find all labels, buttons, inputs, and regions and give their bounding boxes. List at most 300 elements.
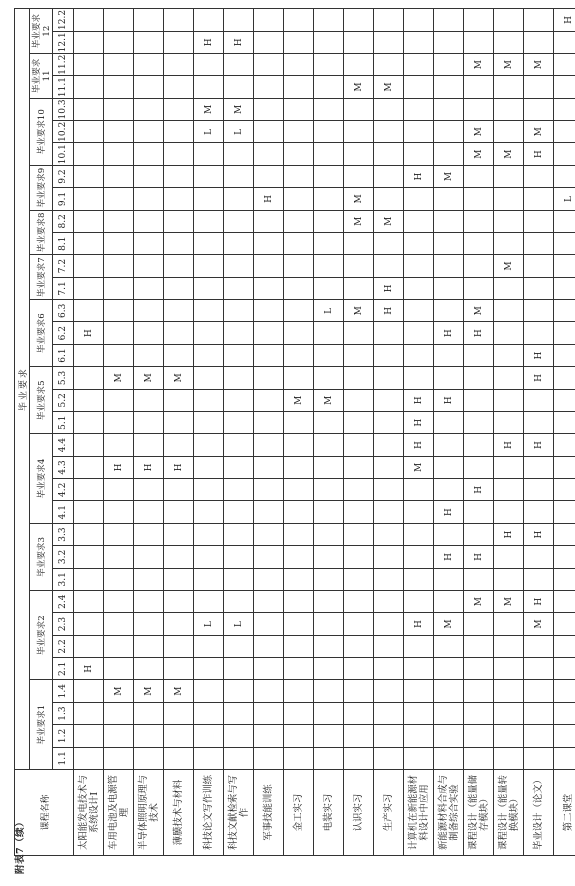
mark-cell <box>554 54 575 76</box>
mark-cell: M <box>464 591 494 613</box>
mark-cell <box>224 591 254 613</box>
requirement-subitem-header: 8.2 <box>53 210 74 232</box>
mark-cell <box>524 210 554 232</box>
mark-cell <box>74 9 104 31</box>
requirement-subitem-header: 4.4 <box>53 434 74 456</box>
mark-cell <box>374 725 404 747</box>
mark-cell: M <box>164 680 194 702</box>
mark-cell <box>254 165 284 187</box>
mark-cell <box>104 344 134 366</box>
table-row <box>404 9 434 856</box>
mark-cell <box>74 143 104 165</box>
mark-cell <box>524 658 554 680</box>
mark-cell <box>464 613 494 635</box>
mark-cell <box>164 277 194 299</box>
mark-cell <box>404 9 434 31</box>
mark-cell <box>524 479 554 501</box>
mark-cell <box>104 210 134 232</box>
mark-cell <box>224 702 254 724</box>
mark-cell <box>464 9 494 31</box>
mark-cell <box>404 344 434 366</box>
mark-cell <box>404 501 434 523</box>
course-name-cell: 课程设计（能量转换模块） <box>494 770 524 856</box>
mark-cell <box>374 344 404 366</box>
mark-cell <box>74 434 104 456</box>
mark-cell <box>524 255 554 277</box>
mark-cell <box>344 568 374 590</box>
mark-cell <box>254 568 284 590</box>
mark-cell <box>194 658 224 680</box>
mark-cell <box>464 501 494 523</box>
mark-cell: M <box>524 121 554 143</box>
mark-cell <box>554 210 575 232</box>
table-row <box>374 9 404 856</box>
mark-cell <box>284 702 314 724</box>
mark-cell <box>134 501 164 523</box>
mark-cell <box>164 98 194 120</box>
mark-cell <box>224 54 254 76</box>
mark-cell <box>284 613 314 635</box>
mark-cell <box>224 76 254 98</box>
mark-cell <box>344 54 374 76</box>
requirement-group-header: 毕业要求11 <box>30 54 53 99</box>
mark-cell: H <box>524 344 554 366</box>
requirement-subitem-header: 1.2 <box>53 725 74 747</box>
mark-cell: H <box>224 31 254 53</box>
mark-cell <box>374 233 404 255</box>
course-name-cell: 计算机在新能源材料设计中应用 <box>404 770 434 856</box>
mark-cell <box>404 31 434 53</box>
mark-cell <box>224 412 254 434</box>
mark-cell <box>224 210 254 232</box>
mark-cell <box>554 300 575 322</box>
mark-cell <box>164 725 194 747</box>
table-caption: 附表7（续） <box>15 816 26 874</box>
mark-cell <box>254 233 284 255</box>
mark-cell <box>104 434 134 456</box>
mark-cell <box>374 143 404 165</box>
mark-cell <box>74 233 104 255</box>
mark-cell <box>314 277 344 299</box>
requirements-title: 毕业要求 <box>15 9 30 770</box>
mark-cell <box>224 434 254 456</box>
mark-cell <box>344 747 374 769</box>
mark-cell <box>314 165 344 187</box>
mark-cell <box>284 31 314 53</box>
requirement-subitem-header: 10.1 <box>53 143 74 165</box>
mark-cell <box>254 31 284 53</box>
mark-cell <box>464 210 494 232</box>
mark-cell <box>494 747 524 769</box>
mark-cell <box>314 591 344 613</box>
course-name-cell: 课程设计（能量储存模块） <box>464 770 494 856</box>
mark-cell <box>344 255 374 277</box>
mark-cell <box>194 412 224 434</box>
mark-cell <box>74 367 104 389</box>
mark-cell <box>464 747 494 769</box>
mark-cell <box>254 344 284 366</box>
mark-cell <box>344 702 374 724</box>
mark-cell: L <box>194 121 224 143</box>
mark-cell: H <box>494 523 524 545</box>
mark-cell <box>524 31 554 53</box>
mark-cell <box>314 54 344 76</box>
mark-cell <box>434 98 464 120</box>
mark-cell <box>374 747 404 769</box>
mark-cell <box>134 523 164 545</box>
mark-cell <box>164 165 194 187</box>
mark-cell <box>464 635 494 657</box>
requirement-subitem-header: 6.2 <box>53 322 74 344</box>
mark-cell <box>314 121 344 143</box>
mark-cell: H <box>524 434 554 456</box>
mark-cell <box>434 9 464 31</box>
mark-cell <box>374 165 404 187</box>
mark-cell <box>284 658 314 680</box>
mark-cell <box>374 412 404 434</box>
mark-cell <box>74 501 104 523</box>
mark-cell <box>104 300 134 322</box>
mark-cell <box>554 680 575 702</box>
mark-cell: M <box>494 591 524 613</box>
mark-cell <box>164 76 194 98</box>
mark-cell <box>104 591 134 613</box>
mark-cell <box>134 233 164 255</box>
mark-cell <box>494 680 524 702</box>
mark-cell <box>194 635 224 657</box>
mark-cell <box>194 389 224 411</box>
mark-cell <box>194 322 224 344</box>
requirement-group-header: 毕业要求1 <box>30 680 53 770</box>
requirement-subitem-header: 3.3 <box>53 523 74 545</box>
table-row <box>494 9 524 856</box>
mark-cell <box>224 143 254 165</box>
mark-cell <box>374 702 404 724</box>
mark-cell <box>164 479 194 501</box>
mark-cell <box>74 725 104 747</box>
mark-cell <box>464 255 494 277</box>
requirement-subitem-header: 10.3 <box>53 98 74 120</box>
requirements-matrix-table <box>14 8 575 856</box>
mark-cell <box>134 658 164 680</box>
mark-cell <box>314 456 344 478</box>
mark-cell <box>134 31 164 53</box>
mark-cell <box>134 54 164 76</box>
mark-cell: H <box>464 322 494 344</box>
mark-cell <box>194 233 224 255</box>
table-row <box>464 9 494 856</box>
mark-cell <box>104 277 134 299</box>
mark-cell <box>374 98 404 120</box>
mark-cell <box>194 367 224 389</box>
mark-cell <box>224 389 254 411</box>
mark-cell <box>104 9 134 31</box>
mark-cell <box>104 479 134 501</box>
mark-cell <box>104 546 134 568</box>
mark-cell <box>254 322 284 344</box>
mark-cell <box>314 702 344 724</box>
mark-cell <box>104 523 134 545</box>
requirement-subitem-header: 6.1 <box>53 344 74 366</box>
requirement-subitem-header: 7.2 <box>53 255 74 277</box>
mark-cell <box>314 143 344 165</box>
mark-cell <box>554 98 575 120</box>
course-name-cell: 科技论文写作训练 <box>194 770 224 856</box>
mark-cell <box>254 121 284 143</box>
mark-cell <box>554 591 575 613</box>
mark-cell <box>404 523 434 545</box>
mark-cell <box>134 389 164 411</box>
mark-cell <box>464 165 494 187</box>
mark-cell <box>344 635 374 657</box>
mark-cell <box>284 680 314 702</box>
mark-cell <box>344 412 374 434</box>
course-name-cell: 认识实习 <box>344 770 374 856</box>
requirement-subitem-header: 4.3 <box>53 456 74 478</box>
mark-cell <box>74 121 104 143</box>
mark-cell <box>224 501 254 523</box>
mark-cell <box>134 568 164 590</box>
mark-cell <box>494 233 524 255</box>
mark-cell <box>74 546 104 568</box>
mark-cell <box>374 434 404 456</box>
table-row <box>554 9 575 856</box>
mark-cell <box>344 680 374 702</box>
mark-cell <box>164 121 194 143</box>
mark-cell <box>434 568 464 590</box>
mark-cell <box>344 98 374 120</box>
mark-cell <box>314 367 344 389</box>
mark-cell <box>194 680 224 702</box>
mark-cell <box>524 98 554 120</box>
mark-cell <box>554 613 575 635</box>
mark-cell <box>134 412 164 434</box>
mark-cell <box>194 188 224 210</box>
mark-cell <box>314 501 344 523</box>
requirement-group-header: 毕业要求7 <box>30 255 53 300</box>
mark-cell <box>434 412 464 434</box>
mark-cell <box>104 121 134 143</box>
mark-cell <box>314 76 344 98</box>
mark-cell <box>524 546 554 568</box>
mark-cell <box>494 546 524 568</box>
table-row <box>224 9 254 856</box>
mark-cell <box>554 725 575 747</box>
mark-cell <box>284 98 314 120</box>
mark-cell <box>404 121 434 143</box>
mark-cell <box>284 255 314 277</box>
mark-cell <box>74 568 104 590</box>
mark-cell <box>164 143 194 165</box>
mark-cell <box>554 322 575 344</box>
mark-cell <box>164 501 194 523</box>
mark-cell <box>404 76 434 98</box>
mark-cell <box>194 76 224 98</box>
mark-cell <box>254 210 284 232</box>
mark-cell <box>224 747 254 769</box>
requirement-subitem-header: 1.3 <box>53 702 74 724</box>
mark-cell <box>284 143 314 165</box>
mark-cell <box>284 479 314 501</box>
mark-cell <box>434 188 464 210</box>
course-name-cell: 军事技能训练 <box>254 770 284 856</box>
mark-cell <box>314 523 344 545</box>
mark-cell: H <box>74 658 104 680</box>
mark-cell <box>404 188 434 210</box>
mark-cell <box>254 658 284 680</box>
mark-cell <box>284 434 314 456</box>
mark-cell <box>434 523 464 545</box>
table-row <box>434 9 464 856</box>
mark-cell <box>74 255 104 277</box>
mark-cell: M <box>134 680 164 702</box>
mark-cell <box>434 255 464 277</box>
mark-cell <box>374 54 404 76</box>
course-name-cell: 车用电池及电源管理 <box>104 770 134 856</box>
mark-cell: M <box>134 367 164 389</box>
mark-cell <box>134 613 164 635</box>
mark-cell <box>374 501 404 523</box>
table-row <box>344 9 374 856</box>
mark-cell <box>134 188 164 210</box>
mark-cell <box>464 277 494 299</box>
mark-cell <box>344 658 374 680</box>
mark-cell <box>284 635 314 657</box>
mark-cell <box>344 277 374 299</box>
mark-cell <box>374 389 404 411</box>
requirement-subitem-header: 2.2 <box>53 635 74 657</box>
mark-cell: M <box>494 143 524 165</box>
mark-cell <box>374 591 404 613</box>
mark-cell: L <box>554 188 575 210</box>
mark-cell <box>194 255 224 277</box>
mark-cell <box>224 255 254 277</box>
header-row-subitems <box>53 9 74 856</box>
mark-cell: H <box>434 501 464 523</box>
mark-cell <box>254 54 284 76</box>
mark-cell <box>164 9 194 31</box>
mark-cell: M <box>434 613 464 635</box>
requirement-group-header: 毕业要求4 <box>30 434 53 524</box>
mark-cell: M <box>344 76 374 98</box>
mark-cell <box>464 725 494 747</box>
mark-cell <box>194 568 224 590</box>
mark-cell <box>194 747 224 769</box>
mark-cell <box>134 322 164 344</box>
requirement-subitem-header: 9.2 <box>53 165 74 187</box>
mark-cell <box>404 300 434 322</box>
mark-cell <box>374 188 404 210</box>
mark-cell <box>254 501 284 523</box>
mark-cell <box>434 658 464 680</box>
mark-cell <box>284 322 314 344</box>
mark-cell <box>164 233 194 255</box>
mark-cell <box>434 725 464 747</box>
mark-cell <box>104 613 134 635</box>
mark-cell <box>134 702 164 724</box>
mark-cell <box>314 322 344 344</box>
mark-cell <box>314 255 344 277</box>
mark-cell <box>164 568 194 590</box>
mark-cell <box>374 456 404 478</box>
mark-cell <box>554 568 575 590</box>
mark-cell <box>464 98 494 120</box>
mark-cell <box>404 98 434 120</box>
requirement-group-header: 毕业要求9 <box>30 165 53 210</box>
mark-cell <box>434 233 464 255</box>
mark-cell: H <box>134 456 164 478</box>
mark-cell <box>554 143 575 165</box>
mark-cell <box>104 98 134 120</box>
mark-cell <box>104 76 134 98</box>
mark-cell <box>404 479 434 501</box>
mark-cell <box>74 165 104 187</box>
mark-cell <box>554 31 575 53</box>
mark-cell <box>404 725 434 747</box>
mark-cell <box>404 702 434 724</box>
mark-cell <box>74 277 104 299</box>
mark-cell <box>494 76 524 98</box>
mark-cell <box>344 9 374 31</box>
mark-cell <box>134 546 164 568</box>
mark-cell <box>494 9 524 31</box>
mark-cell <box>374 613 404 635</box>
mark-cell <box>134 76 164 98</box>
mark-cell <box>104 635 134 657</box>
requirement-subitem-header: 5.1 <box>53 412 74 434</box>
mark-cell <box>254 523 284 545</box>
mark-cell <box>524 456 554 478</box>
mark-cell <box>134 98 164 120</box>
mark-cell <box>74 98 104 120</box>
mark-cell <box>524 412 554 434</box>
mark-cell: M <box>344 300 374 322</box>
mark-cell <box>554 523 575 545</box>
mark-cell <box>224 523 254 545</box>
mark-cell: H <box>74 322 104 344</box>
mark-cell <box>254 546 284 568</box>
course-name-cell: 金工实习 <box>284 770 314 856</box>
mark-cell <box>554 121 575 143</box>
mark-cell: M <box>224 98 254 120</box>
mark-cell: M <box>104 680 134 702</box>
mark-cell <box>344 344 374 366</box>
mark-cell <box>74 300 104 322</box>
mark-cell <box>314 188 344 210</box>
mark-cell <box>74 747 104 769</box>
mark-cell: H <box>524 143 554 165</box>
mark-cell: M <box>464 143 494 165</box>
mark-cell <box>254 680 284 702</box>
mark-cell <box>134 165 164 187</box>
mark-cell <box>434 277 464 299</box>
mark-cell: L <box>194 613 224 635</box>
requirement-subitem-header: 1.4 <box>53 680 74 702</box>
mark-cell <box>164 54 194 76</box>
mark-cell <box>314 344 344 366</box>
mark-cell <box>134 210 164 232</box>
requirement-subitem-header: 11.2 <box>53 54 74 76</box>
course-name-cell: 生产实习 <box>374 770 404 856</box>
requirement-group-header: 毕业要求12 <box>30 9 53 54</box>
course-name-cell: 科技文献检索与写作 <box>224 770 254 856</box>
requirement-subitem-header: 5.2 <box>53 389 74 411</box>
mark-cell <box>554 389 575 411</box>
mark-cell <box>104 322 134 344</box>
mark-cell <box>434 367 464 389</box>
mark-cell <box>464 188 494 210</box>
mark-cell <box>434 434 464 456</box>
